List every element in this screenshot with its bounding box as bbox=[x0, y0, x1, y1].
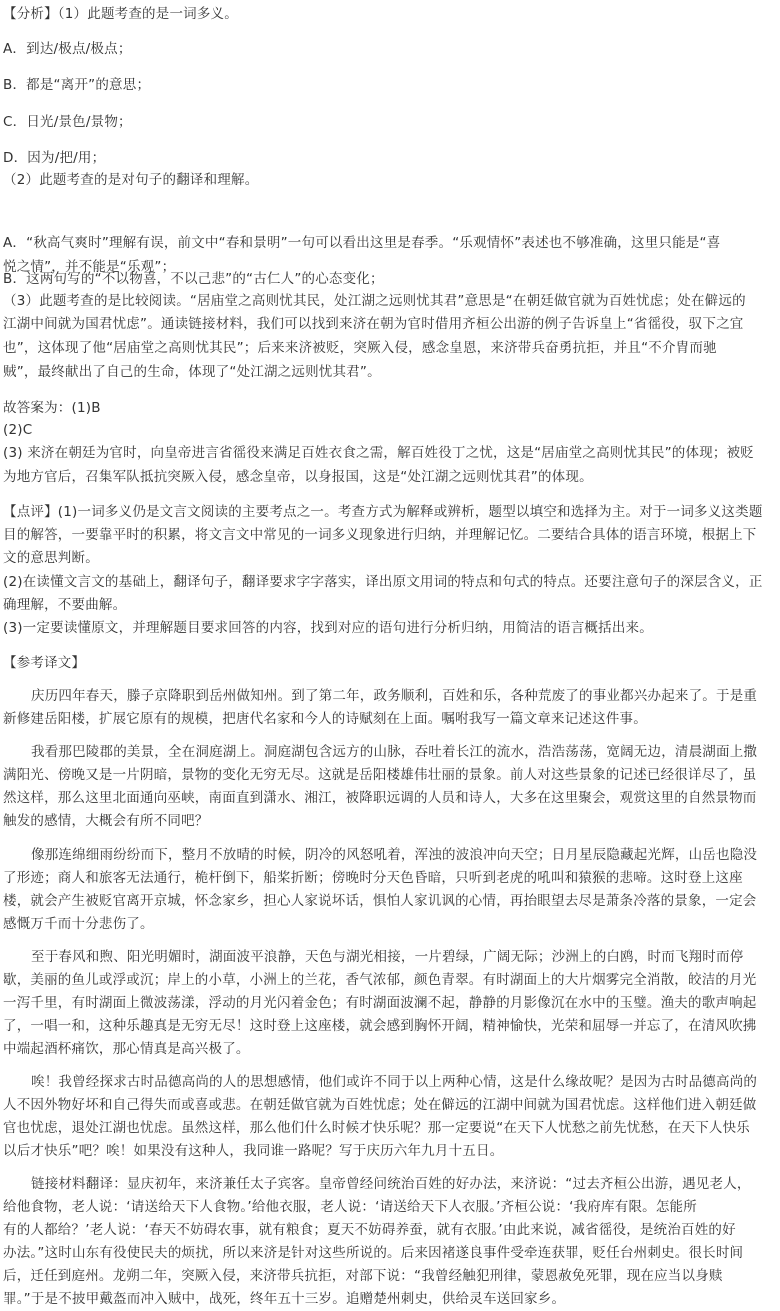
analysis-2a-line-2: 悦之情”，并不能是“乐观”； bbox=[3, 259, 176, 275]
translation-p4-line-3: 一泻千里，有时湖面上微波荡漾，浮动的月光闪着金色；有时湖面波澜不起，静静的月影像沉在水中的玉璧。渔夫的歌声响起 bbox=[3, 994, 757, 1011]
answer-3-line-2: 为地方官后，召集军队抵抗突厥入侵，感念皇帝，以身报国，这是“处江湖之远则忧其君”的体现。 bbox=[3, 469, 593, 486]
comment-1-line-1: 【点评】(1)一词多义仍是文言文阅读的主要考点之一。考查方式为解释或辨析，题型以填空和选择为主。对于一词多义这类题 bbox=[3, 503, 763, 520]
link-material-line-1: 链接材料翻译：显庆初年，来济兼任太子宾客。皇帝曾经问统治百姓的好办法，来济说：“过去齐桓公出游，遇见老人， bbox=[31, 1176, 751, 1193]
analysis-3-line-3: 也”，这体现了他“居庙堂之高则忧其民”；后来来济被贬，突厥入侵，感念皇恩，来济带兵奋勇抗拒，并且“不介胄而驰 bbox=[3, 340, 717, 357]
translation-p2-line-1: 我看那巴陵郡的美景，全在洞庭湖上。洞庭湖包含远方的山脉，吞吐着长江的流水，浩浩荡荡，宽阔无边，清晨湖面上撒 bbox=[31, 744, 758, 761]
answer-1: 故答案为：(1)B bbox=[3, 399, 101, 416]
analysis-heading: 【分析】（1）此题考查的是一词多义。 bbox=[3, 5, 238, 22]
translation-p4-line-5: 中端起酒杯痛饮，那心情真是高兴极了。 bbox=[3, 1040, 250, 1057]
translation-heading: 【参考译文】 bbox=[3, 654, 86, 671]
translation-p2-line-2: 满阳光、傍晚又是一片阴暗，景物的变化无穷无尽。这就是岳阳楼雄伟壮丽的景象。前人对这些景象的记述已经很详尽了，虽 bbox=[3, 767, 757, 784]
translation-p5-line-2: 人不因外物好坏和自己得失而或喜或悲。在朝廷做官就为百姓忧虑；处在僻远的江湖中间就为国君忧虑。这样他们进入朝廷做 bbox=[3, 1097, 757, 1113]
translation-p5-line-3: 官也忧虑，退处江湖也忧虑。虽然这样，那么他们什么时候才快乐呢？那一定要说“在天下人忧愁之前先忧愁，在天下人快乐 bbox=[3, 1120, 750, 1136]
translation-p5-line-4: 以后才快乐”吧？唉！如果没有这种人，我同谁一路呢？写于庆历六年九月十五日。 bbox=[3, 1142, 504, 1159]
comment-3: (3)一定要读懂原文，并理解题目要求回答的内容，找到对应的语句进行分析归纳，用简洁的语言概括出来。 bbox=[3, 620, 653, 637]
analysis-3-line-4: 贼”，最终献出了自己的生命，体现了“处江湖之远则忧其君”。 bbox=[3, 364, 381, 381]
analysis-3-line-1: （3）此题考查的是比较阅读。“居庙堂之高则忧其民，处江湖之远则忧其君”意思是“在朝廷做官就为百姓忧虑；处在僻远的 bbox=[3, 292, 746, 309]
translation-p4-line-1: 至于春风和煦、阳光明媚时，湖面波平浪静，天色与湖光相接，一片碧绿，广阔无际；沙洲上的白鸥，时而飞翔时而停 bbox=[31, 948, 744, 965]
answer-2: (2)C bbox=[3, 422, 33, 439]
translation-p2-line-3: 然这样，那么这里北面通向巫峡，南面直到潇水、湘江，被降职远调的人员和诗人，大多在这里聚会，观赏这里的自然景物而 bbox=[3, 790, 757, 807]
translation-p4-line-2: 歇，美丽的鱼儿或浮或沉；岸上的小草，小洲上的兰花，香气浓郁，颜色青翠。有时湖面上的大片烟雾完全消散，皎洁的月光 bbox=[3, 971, 757, 988]
translation-p3-line-1: 像那连绵细雨纷纷而下，整月不放晴的时候，阴冷的风怒吼着，浑浊的波浪冲向天空；日月星辰隐藏起光辉，山岳也隐没 bbox=[31, 846, 758, 863]
comment-2-line-1: (2)在读懂文言文的基础上，翻译句子，翻译要求字字落实，译出原文用词的特点和句式的特点。还要注意句子的深层含义，正 bbox=[3, 574, 763, 591]
translation-p2-line-4: 触发的感情，大概会有所不同吧？ bbox=[3, 813, 209, 830]
analysis-3-line-2: 江湖中间就为国君忧虑”。通读链接材料，我们可以找到来济在朝为官时借用齐桓公出游的例子告诉皇上“省徭役，驭下之宜 bbox=[3, 316, 744, 333]
analysis-option-c: C．日光/景色/景物； bbox=[3, 113, 132, 130]
analysis-option-d: D．因为/把/用； bbox=[3, 150, 106, 167]
translation-p4-line-4: 了，一唱一和，这种乐趣真是无穷无尽！这时登上这座楼，就会感到胸怀开阔，精神愉快，光荣和屈辱一并忘了，在清风吹拂 bbox=[3, 1017, 757, 1034]
translation-p1-line-2: 新修建岳阳楼，扩展它原有的规模，把唐代名家和今人的诗赋刻在上面。嘱咐我写一篇文章来记述这件事。 bbox=[3, 711, 647, 727]
analysis-option-a: A．到达/极点/极点； bbox=[3, 41, 132, 58]
translation-p3-line-3: 楼，就会产生被贬官离开京城，怀念家乡，担心人家说坏话，惧怕人家讥讽的心情，再抬眼望去尽是萧条冷落的景象，一定会 bbox=[3, 892, 757, 909]
comment-1-line-3: 文的意思判断。 bbox=[3, 549, 99, 566]
comment-2-line-2: 确理解，不要曲解。 bbox=[3, 597, 127, 614]
translation-p3-line-4: 感慨万千而十分悲伤了。 bbox=[3, 915, 154, 932]
translation-p3-line-2: 了形迹；商人和旅客无法通行，桅杆倒下，船桨折断；傍晚时分天色昏暗，只听到老虎的吼叫和猿猴的悲啼。这时登上这座 bbox=[3, 869, 743, 886]
analysis-2b: B．这两句写的“不以物喜，不以己悲”的“古仁人”的心态变化； bbox=[3, 270, 384, 287]
translation-p5-line-1: 唉！我曾经探求古时品德高尚的人的思想感情，他们或许不同于以上两种心情，这是什么缘故呢？是因为古时品德高尚的 bbox=[31, 1074, 758, 1091]
answer-3-line-1: (3) 来济在朝廷为官时，向皇帝进言省徭役来满足百姓衣食之需，解百姓役丁之忧，这是“居庙堂之高则忧其民”的体现；被贬 bbox=[3, 445, 755, 462]
link-material-line-6: 罪。”于是不披甲戴盔而冲入贼中，战死，终年五十三岁。追赠楚州刺史，供给灵车送回家乡。 bbox=[3, 1291, 566, 1307]
translation-p1-line-1: 庆历四年春天，滕子京降职到岳州做知州。到了第二年，政务顺利，百姓和乐，各种荒废了的事业都兴办起来了。于是重 bbox=[31, 688, 758, 705]
comment-1-line-2: 目的解答，一要靠平时的积累，将文言文中常见的一词多义现象进行归纳，并理解记忆。二要结合具体的语言环境，根据上下 bbox=[3, 526, 757, 543]
analysis-2a-line-1: A．“秋高气爽时”理解有误，前文中“春和景明”一句可以看出这里是春季。“乐观情怀”表述也不够准确，这里只能是“喜 bbox=[3, 235, 721, 252]
link-material-line-4: 办法。”这时山东有役使民夫的烦扰，所以来济是针对这些所说的。后来因褚遂良事件受牵连获罪，贬任台州刺史。很长时间 bbox=[3, 1245, 744, 1262]
analysis-part-2: （2）此题考查的是对句子的翻译和理解。 bbox=[3, 172, 259, 189]
link-material-line-3: 有的人都给？’老人说：‘春天不妨碍农事，就有粮食；夏天不妨碍养蚕，就有衣服。’由此来说，减省徭役，是统治百姓的好 bbox=[3, 1222, 736, 1239]
analysis-option-b: B．都是“离开”的意思； bbox=[3, 76, 151, 93]
link-material-line-5: 后，迁任到庭州。龙朔二年，突厥入侵，来济带兵抗拒，对部下说：“我曾经触犯刑律，蒙恩赦免死罪，现在应当以身赎 bbox=[3, 1268, 723, 1285]
link-material-line-2: 给他食物，老人说：‘请送给天下人食物。’给他衣服，老人说：‘请送给天下人衣服。’齐桓公说：‘我府库有限。怎能所 bbox=[3, 1199, 697, 1216]
